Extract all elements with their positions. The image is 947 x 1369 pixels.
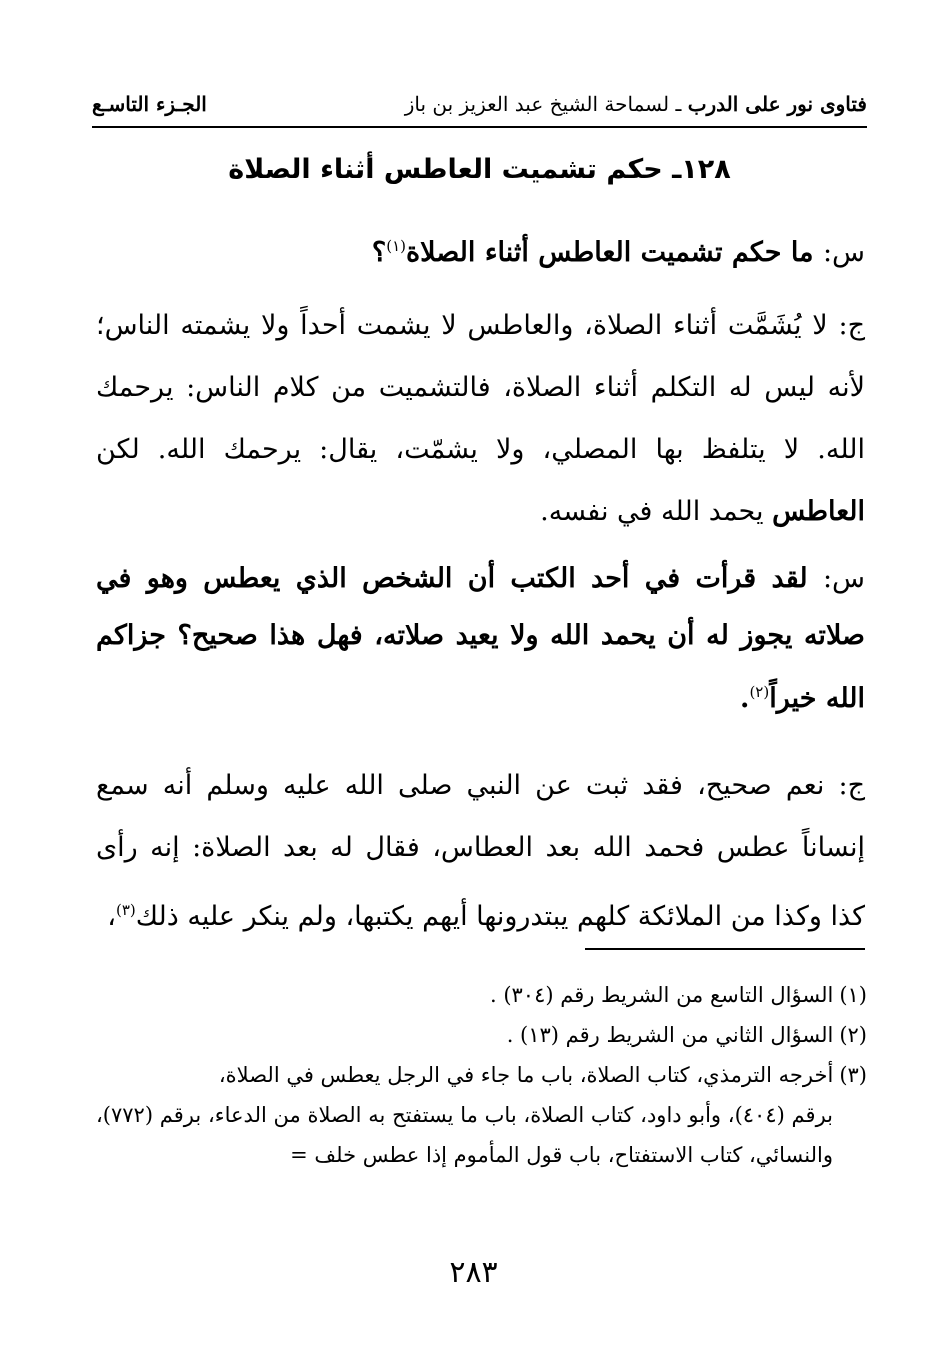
footnote-2 xyxy=(96,1015,867,1055)
footnote-ref: (٣) xyxy=(115,901,136,919)
answer-prefix: ج: xyxy=(838,770,865,801)
volume-label: الجـزء التاسـع xyxy=(92,92,207,116)
answer-tail: يحمد الله في نفسه. xyxy=(540,496,764,527)
question-prefix: س: xyxy=(822,237,865,268)
footnote-number: (٣) xyxy=(839,1063,867,1087)
question-text: لقد قرأت في أحد الكتب أن الشخص الذي يعطس وهو في صلاته يجوز له أن يحمد الله ولا يعيد صلاته، فهل هذا صحيح؟ جزاكم الله خيراً xyxy=(96,563,865,714)
answer-2 xyxy=(96,755,865,948)
page-number: ٢٨٣ xyxy=(449,1255,498,1290)
answer-text: نعم صحيح، فقد ثبت عن النبي صلى الله عليه وسلم أنه سمع إنساناً عطس فحمد الله بعد العطاس، فقال له بعد الصلاة: إنه رأى كذا وكذا من الملائكة كلهم يبتدرونها أيهم يكتبها، ولم ينكر عليه ذلك xyxy=(96,770,865,932)
question-2 xyxy=(96,550,865,727)
footnote-ref: (٢) xyxy=(749,683,770,701)
footnote-text: السؤال التاسع من الشريط رقم (٣٠٤) . xyxy=(489,983,834,1007)
answer-text: لا يُشَمَّت أثناء الصلاة، والعاطس لا يشمت أحداً ولا يشمته الناس؛ لأنه ليس له التكلم أثناء الصلاة، فالتشميت من كلام الناس: يرحمك الله. لا يتلفظ بها المصلي، ولا يشمّت، يقال: يرحمك الله. لكن xyxy=(96,310,865,465)
question-text: ما حكم تشميت العاطس أثناء الصلاة xyxy=(406,237,814,268)
footnote-ref: (١) xyxy=(386,237,407,255)
running-header xyxy=(92,88,867,128)
chapter-title: ١٢٨ـ حكم تشميت العاطس أثناء الصلاة xyxy=(228,154,731,185)
footnote-text: السؤال الثاني من الشريط رقم (١٣) . xyxy=(506,1023,834,1047)
question-end: ؟ xyxy=(371,237,387,268)
answer-prefix: ج: xyxy=(838,310,865,341)
author-line: ـ لسماحة الشيخ عبد العزيز بن باز xyxy=(404,92,682,116)
footnote-number: (٢) xyxy=(839,1023,867,1047)
book-title: فتاوى نور على الدرب xyxy=(687,92,867,116)
footnote-separator xyxy=(585,948,865,950)
question-prefix: س: xyxy=(822,563,865,594)
footnote-continuation: برقم (٤٠٤)، وأبو داود، كتاب الصلاة، باب ما يستفتح به الصلاة من الدعاء، برقم (٧٧٢)، والنسائي، كتاب الاستفتاح، باب قول المأموم إذا عطس خلف = xyxy=(96,1103,833,1167)
answer-bold-word: العاطس xyxy=(772,496,865,527)
footnote-1 xyxy=(96,975,867,1015)
question-1 xyxy=(96,218,865,281)
question-end: . xyxy=(740,683,750,714)
footnote-number: (١) xyxy=(839,983,867,1007)
footnote-text: أخرجه الترمذي، كتاب الصلاة، باب ما جاء في الرجل يعطس في الصلاة، xyxy=(218,1063,834,1087)
footnotes xyxy=(96,975,867,1175)
answer-end: ، xyxy=(107,901,116,932)
answer-1 xyxy=(96,295,865,543)
footnote-3 xyxy=(96,1055,867,1175)
